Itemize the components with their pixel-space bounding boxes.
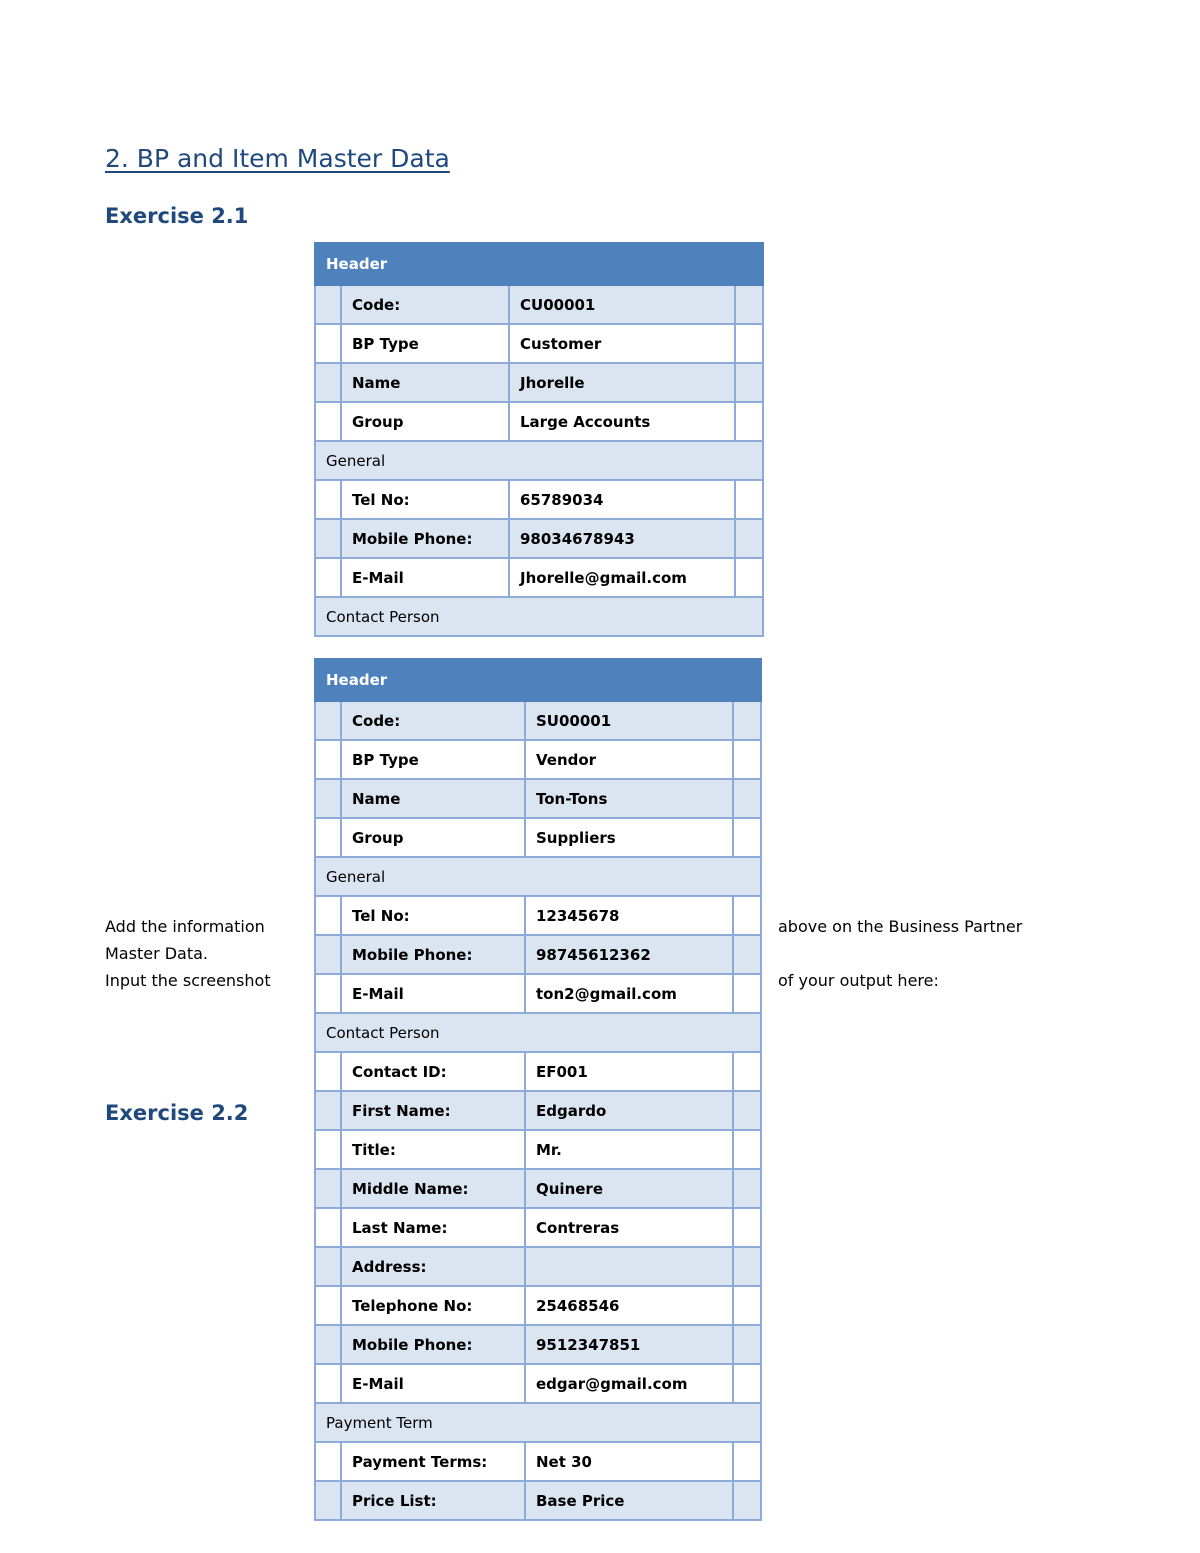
table-section-row <box>315 857 761 896</box>
field-value: Jhorelle <box>509 363 735 402</box>
field-value <box>525 1247 733 1286</box>
field-label: Code: <box>341 285 509 324</box>
instruction-right-1: above on the Business Partner <box>778 917 1023 936</box>
customer-bp-table <box>314 242 764 637</box>
table-section-row <box>315 1403 761 1442</box>
field-label: BP Type <box>341 324 509 363</box>
exercise-2-1-heading: Exercise 2.1 <box>105 204 249 228</box>
field-label: Middle Name: <box>341 1169 525 1208</box>
section-general-label: General <box>315 857 761 896</box>
table-section-row <box>315 1013 761 1052</box>
instruction-line-2: Master Data. <box>105 944 209 963</box>
field-value: EF001 <box>525 1052 733 1091</box>
exercise-2-2-heading: Exercise 2.2 <box>105 1101 249 1125</box>
section-contact-label: Contact Person <box>315 1013 761 1052</box>
field-value: Net 30 <box>525 1442 733 1481</box>
section-header-label: Header <box>315 659 761 701</box>
field-value: Large Accounts <box>509 402 735 441</box>
field-label: Tel No: <box>341 896 525 935</box>
table-row <box>315 740 761 779</box>
table-row <box>315 1325 761 1364</box>
field-value: Vendor <box>525 740 733 779</box>
section-contact-label: Contact Person <box>315 597 763 636</box>
field-value: Edgardo <box>525 1091 733 1130</box>
field-value: Ton-Tons <box>525 779 733 818</box>
table-section-row <box>315 441 763 480</box>
field-label: Contact ID: <box>341 1052 525 1091</box>
field-value: 25468546 <box>525 1286 733 1325</box>
field-value: ton2@gmail.com <box>525 974 733 1013</box>
field-value: 98034678943 <box>509 519 735 558</box>
field-label: Tel No: <box>341 480 509 519</box>
instruction-line-3: Input the screenshot <box>105 971 271 990</box>
vendor-bp-table <box>314 658 762 1521</box>
field-value: Suppliers <box>525 818 733 857</box>
instruction-line-1: Add the information <box>105 917 265 936</box>
table-section-row <box>315 597 763 636</box>
field-label: Address: <box>341 1247 525 1286</box>
field-value: Jhorelle@gmail.com <box>509 558 735 597</box>
table-row <box>315 896 761 935</box>
field-label: Price List: <box>341 1481 525 1520</box>
table-row <box>315 779 761 818</box>
field-value: Mr. <box>525 1130 733 1169</box>
table-row <box>315 1052 761 1091</box>
field-label: Code: <box>341 701 525 740</box>
table-row <box>315 1091 761 1130</box>
field-label: Telephone No: <box>341 1286 525 1325</box>
field-label: Payment Terms: <box>341 1442 525 1481</box>
instruction-right-3: of your output here: <box>778 971 939 990</box>
field-label: Title: <box>341 1130 525 1169</box>
field-value: 65789034 <box>509 480 735 519</box>
field-label: Mobile Phone: <box>341 519 509 558</box>
field-label: Name <box>341 779 525 818</box>
field-label: E-Mail <box>341 1364 525 1403</box>
table-row <box>315 1442 761 1481</box>
table-row <box>315 818 761 857</box>
table-row <box>315 1130 761 1169</box>
field-label: Name <box>341 363 509 402</box>
field-value: edgar@gmail.com <box>525 1364 733 1403</box>
table-row <box>315 363 763 402</box>
table-row <box>315 1169 761 1208</box>
field-value: Quinere <box>525 1169 733 1208</box>
table-row <box>315 324 763 363</box>
field-label: First Name: <box>341 1091 525 1130</box>
table-row <box>315 402 763 441</box>
field-value: 98745612362 <box>525 935 733 974</box>
field-value: Contreras <box>525 1208 733 1247</box>
table-row <box>315 519 763 558</box>
field-label: E-Mail <box>341 974 525 1013</box>
field-value: 12345678 <box>525 896 733 935</box>
table-row <box>315 1247 761 1286</box>
section-header-label: Header <box>315 243 763 285</box>
table-row <box>315 935 761 974</box>
section-heading: 2. BP and Item Master Data <box>105 144 450 173</box>
table-row <box>315 974 761 1013</box>
table-row <box>315 285 763 324</box>
table-row <box>315 701 761 740</box>
table-row <box>315 1286 761 1325</box>
table-row <box>315 558 763 597</box>
field-label: BP Type <box>341 740 525 779</box>
table-row <box>315 1208 761 1247</box>
field-label: E-Mail <box>341 558 509 597</box>
table-section-row <box>315 659 761 701</box>
instruction-left <box>105 913 305 994</box>
table-row <box>315 480 763 519</box>
section-general-label: General <box>315 441 763 480</box>
field-value: Customer <box>509 324 735 363</box>
table-row <box>315 1364 761 1403</box>
field-value: CU00001 <box>509 285 735 324</box>
field-label: Mobile Phone: <box>341 1325 525 1364</box>
table-row <box>315 1481 761 1520</box>
field-label: Mobile Phone: <box>341 935 525 974</box>
field-value: Base Price <box>525 1481 733 1520</box>
table-section-row <box>315 243 763 285</box>
field-label: Group <box>341 402 509 441</box>
field-label: Group <box>341 818 525 857</box>
field-value: SU00001 <box>525 701 733 740</box>
field-value: 9512347851 <box>525 1325 733 1364</box>
field-label: Last Name: <box>341 1208 525 1247</box>
section-payment-label: Payment Term <box>315 1403 761 1442</box>
